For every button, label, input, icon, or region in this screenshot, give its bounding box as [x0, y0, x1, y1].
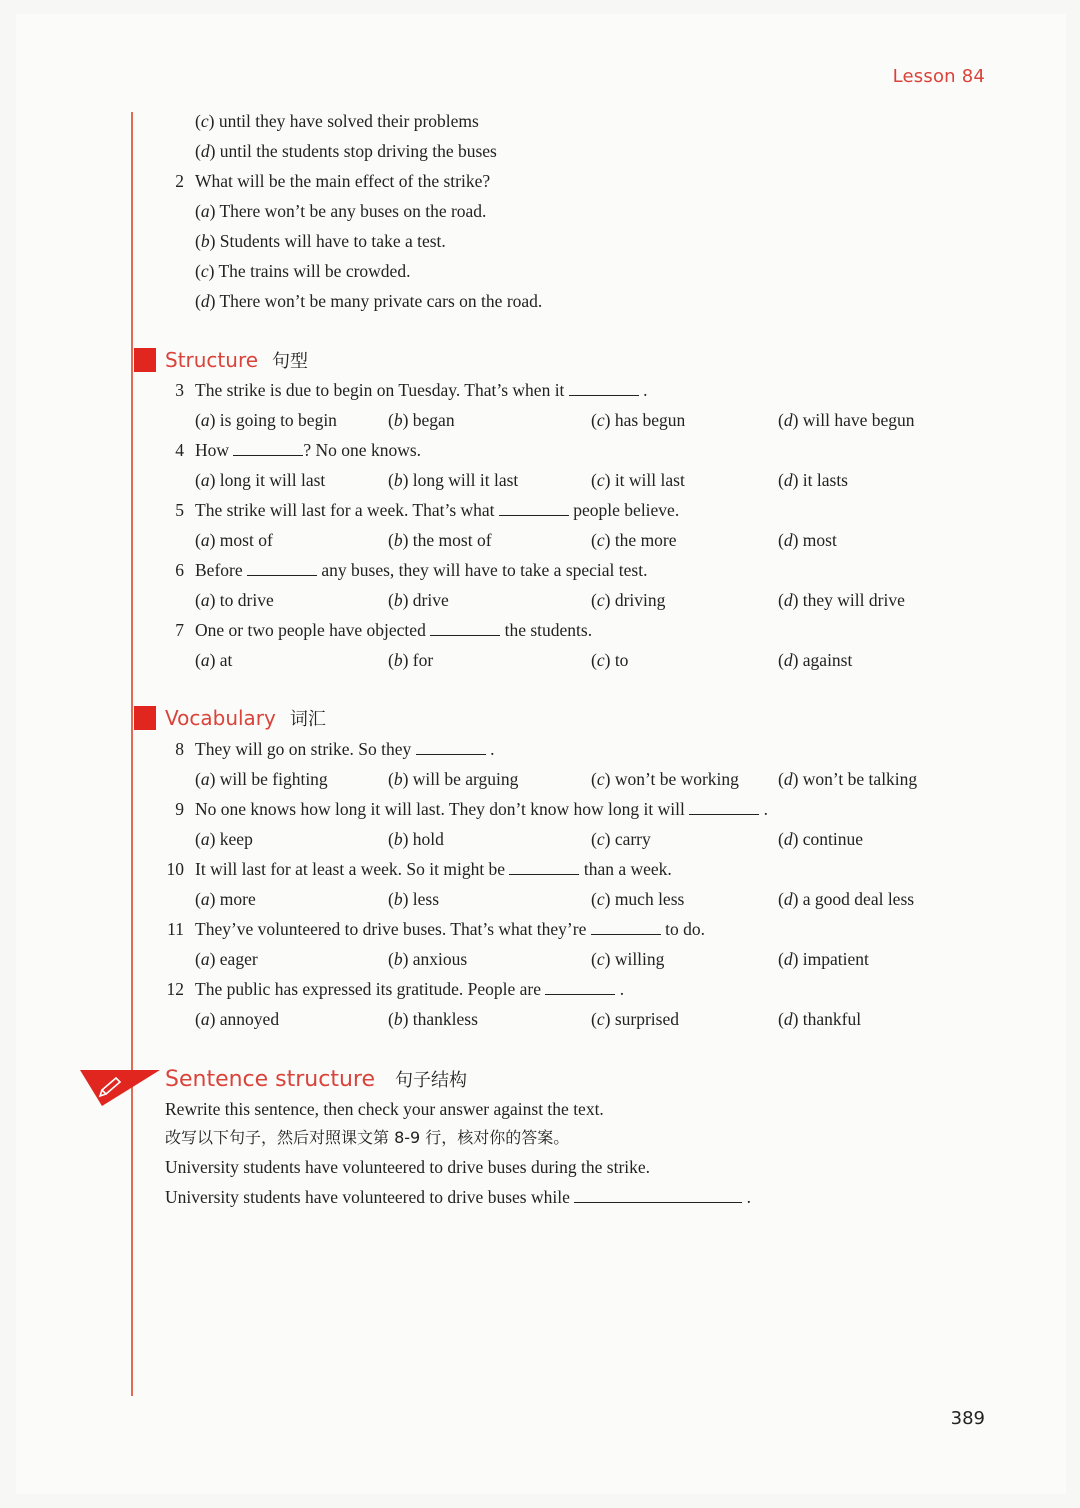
option-text: long it will last	[215, 470, 326, 490]
option-letter: b	[393, 650, 403, 670]
option-text: willing	[610, 949, 665, 969]
question-number: 7	[175, 620, 184, 640]
option-text: until the students stop driving the buses	[215, 141, 497, 161]
option-letter: b	[393, 410, 403, 430]
option-letter: c	[596, 1009, 605, 1029]
option-letter: a	[200, 530, 210, 550]
option: (a) There won’t be any buses on the road.	[195, 201, 487, 221]
option-letter: c	[596, 410, 605, 430]
option-d[interactable]: (d) continue	[778, 829, 864, 849]
answer-blank[interactable]	[499, 501, 569, 516]
option-b[interactable]: (b) for	[388, 650, 434, 670]
option-text: annoyed	[215, 1009, 280, 1029]
option-c[interactable]: (c) to	[591, 650, 629, 670]
question-text: The strike will last for a week. That’s what	[195, 500, 499, 520]
option-letter: d	[200, 291, 210, 311]
instruction: Rewrite this sentence, then check your answer against the text.	[165, 1099, 604, 1119]
option-text: continue	[798, 829, 864, 849]
question-text: One or two people have objected	[195, 620, 431, 640]
question-stem	[195, 439, 421, 461]
option-letter: b	[393, 829, 403, 849]
answer-blank[interactable]	[233, 441, 303, 456]
option-letter: a	[200, 201, 210, 221]
question-text: No one knows how long it will last. They don’t know how long it will	[195, 799, 690, 819]
option-letter: c	[200, 111, 209, 131]
option-text: against	[798, 650, 853, 670]
option-letter: b	[393, 590, 403, 610]
question-text: The public has expressed its gratitude. People are	[195, 979, 546, 999]
option-a[interactable]: (a) will be fighting	[195, 769, 328, 789]
option: (d) until the students stop driving the buses	[195, 141, 497, 161]
option-d[interactable]: (d) thankful	[778, 1009, 862, 1029]
option-c[interactable]: (c) willing	[591, 949, 665, 969]
question-text: What will be the main effect of the strike?	[195, 171, 491, 191]
option-a[interactable]: (a) annoyed	[195, 1009, 280, 1029]
question-number: 9	[175, 799, 184, 819]
option-text: There won’t be many private cars on the road.	[215, 291, 543, 311]
answer-blank[interactable]	[689, 800, 759, 815]
question-stem	[195, 918, 705, 940]
question-text-after: .	[638, 380, 648, 400]
option-text: won’t be talking	[798, 769, 918, 789]
option-c[interactable]: (c) carry	[591, 829, 651, 849]
option-letter: d	[783, 769, 793, 789]
option-letter: d	[783, 410, 793, 430]
option-text: There won’t be any buses on the road.	[215, 201, 487, 221]
original-sentence: University students have volunteered to drive buses during the strike.	[165, 1157, 651, 1177]
pencil-tab-icon	[80, 1068, 160, 1108]
question-stem	[195, 858, 672, 880]
sentence-structure-title: Sentence structure	[165, 1067, 376, 1092]
question-text-after: .	[615, 979, 625, 999]
option-a[interactable]: (a) more	[195, 889, 256, 909]
option-b[interactable]: (b) less	[388, 889, 440, 909]
option-b[interactable]: (b) thankless	[388, 1009, 478, 1029]
option-c[interactable]: (c) has begun	[591, 410, 686, 430]
rewrite-blank[interactable]	[574, 1188, 742, 1203]
option-text: most of	[215, 530, 273, 550]
option-letter: c	[596, 470, 605, 490]
option-text: impatient	[798, 949, 869, 969]
option-letter: c	[596, 769, 605, 789]
question-text: They’ve volunteered to drive buses. That’s what they’re	[195, 919, 591, 939]
option-b[interactable]: (b) will be arguing	[388, 769, 519, 789]
option-letter: c	[200, 261, 209, 281]
question-stem	[195, 619, 592, 641]
option-text: drive	[408, 590, 449, 610]
option-letter: c	[596, 590, 605, 610]
sentence-structure-title-cn: 句子结构	[395, 1070, 468, 1091]
option-letter: d	[783, 829, 793, 849]
option-c[interactable]: (c) won’t be working	[591, 769, 739, 789]
question-number: 6	[175, 560, 184, 580]
option: (d) There won’t be many private cars on the road.	[195, 291, 543, 311]
option-text: to	[610, 650, 629, 670]
option-text: hold	[408, 829, 444, 849]
sentence-structure-heading	[165, 1068, 467, 1093]
option: (c) The trains will be crowded.	[195, 261, 411, 281]
question-stem	[195, 499, 679, 521]
option-text: keep	[215, 829, 253, 849]
option-c[interactable]: (c) surprised	[591, 1009, 679, 1029]
option-text: will have begun	[798, 410, 915, 430]
question-text-after: to do.	[660, 919, 705, 939]
option-letter: a	[200, 769, 210, 789]
option-a[interactable]: (a) most of	[195, 530, 273, 550]
structure-title-cn: 句型	[272, 351, 309, 372]
option-letter: a	[200, 590, 210, 610]
option-letter: b	[393, 889, 403, 909]
option-text: until they have solved their problems	[214, 111, 479, 131]
option-letter: d	[783, 1009, 793, 1029]
option-text: Students will have to take a test.	[215, 231, 446, 251]
option-text: thankful	[798, 1009, 862, 1029]
option-text: most	[798, 530, 837, 550]
question-number: 3	[175, 380, 184, 400]
question-text-after: .	[485, 739, 495, 759]
structure-title: Structure	[165, 348, 259, 372]
option-text: more	[215, 889, 256, 909]
question-stem	[195, 379, 648, 401]
option-letter: d	[200, 141, 210, 161]
option-text: they will drive	[798, 590, 905, 610]
option-letter: b	[393, 470, 403, 490]
vocabulary-title: Vocabulary	[165, 706, 276, 730]
option-d[interactable]: (d) most	[778, 530, 837, 550]
option: (c) until they have solved their problems	[195, 111, 479, 131]
option-b[interactable]: (b) began	[388, 410, 455, 430]
option-letter: c	[596, 650, 605, 670]
option-text: it lasts	[798, 470, 848, 490]
question-text-after: the students.	[500, 620, 593, 640]
option-a[interactable]: (a) at	[195, 650, 233, 670]
question-text: The strike is due to begin on Tuesday. That’s when it	[195, 380, 569, 400]
option-letter: a	[200, 889, 210, 909]
answer-blank[interactable]	[509, 860, 579, 875]
option-letter: a	[200, 829, 210, 849]
option-letter: b	[393, 769, 403, 789]
option-letter: d	[783, 949, 793, 969]
option-text: The trains will be crowded.	[214, 261, 411, 281]
question-stem	[195, 978, 624, 1000]
option-text: has begun	[610, 410, 686, 430]
question-number: 4	[175, 440, 184, 460]
question-text: They will go on strike. So they	[195, 739, 416, 759]
question-number: 8	[175, 739, 184, 759]
option-letter: b	[393, 949, 403, 969]
option-text: surprised	[610, 1009, 679, 1029]
option-text: will be fighting	[215, 769, 328, 789]
question-text-after: ? No one knows.	[303, 440, 422, 460]
vocabulary-marker	[134, 706, 156, 730]
option-b[interactable]: (b) anxious	[388, 949, 468, 969]
option-letter: d	[783, 530, 793, 550]
margin-rule	[131, 112, 133, 1396]
option-d[interactable]: (d) it lasts	[778, 470, 848, 490]
question-text: It will last for at least a week. So it might be	[195, 859, 510, 879]
question-number: 2	[175, 171, 184, 191]
option: (b) Students will have to take a test.	[195, 231, 446, 251]
option-c[interactable]: (c) it will last	[591, 470, 685, 490]
option-d[interactable]: (d) they will drive	[778, 590, 905, 610]
rewrite-pre: University students have volunteered to drive buses while	[165, 1187, 575, 1207]
option-b[interactable]: (b) drive	[388, 590, 449, 610]
option-letter: b	[393, 1009, 403, 1029]
option-c[interactable]: (c) the more	[591, 530, 677, 550]
option-text: won’t be working	[610, 769, 739, 789]
option-letter: d	[783, 470, 793, 490]
option-letter: a	[200, 949, 210, 969]
option-text: less	[408, 889, 440, 909]
option-text: the more	[610, 530, 677, 550]
question-text-after: any buses, they will have to take a special test.	[317, 560, 648, 580]
option-text: is going to begin	[215, 410, 337, 430]
answer-blank[interactable]	[247, 561, 317, 576]
option-a[interactable]: (a) keep	[195, 829, 253, 849]
question-text-after: than a week.	[579, 859, 672, 879]
option-text: thankless	[408, 1009, 478, 1029]
option-letter: a	[200, 470, 210, 490]
option-letter: d	[783, 889, 793, 909]
answer-blank[interactable]	[545, 980, 615, 995]
option-letter: d	[783, 650, 793, 670]
option-a[interactable]: (a) eager	[195, 949, 258, 969]
option-text: long will it last	[408, 470, 519, 490]
vocabulary-heading	[165, 706, 326, 732]
option-text: anxious	[408, 949, 468, 969]
option-a[interactable]: (a) is going to begin	[195, 410, 337, 430]
question-text: How	[195, 440, 234, 460]
rewrite-line	[165, 1186, 751, 1208]
question-number: 11	[167, 919, 184, 939]
option-text: it will last	[610, 470, 685, 490]
answer-blank[interactable]	[569, 381, 639, 396]
question-number: 5	[175, 500, 184, 520]
option-d[interactable]: (d) against	[778, 650, 853, 670]
option-letter: c	[596, 949, 605, 969]
option-b[interactable]: (b) hold	[388, 829, 444, 849]
structure-marker	[134, 348, 156, 372]
option-text: will be arguing	[408, 769, 519, 789]
option-letter: a	[200, 1009, 210, 1029]
question-number: 10	[166, 859, 184, 879]
option-c[interactable]: (c) driving	[591, 590, 666, 610]
option-letter: d	[783, 590, 793, 610]
question-stem	[195, 798, 768, 820]
option-text: began	[408, 410, 455, 430]
option-letter: b	[393, 530, 403, 550]
question-text-after: people believe.	[568, 500, 680, 520]
option-letter: a	[200, 410, 210, 430]
question-text-after: .	[759, 799, 768, 819]
option-text: the most of	[408, 530, 492, 550]
option-text: a good deal less	[798, 889, 915, 909]
option-text: for	[408, 650, 434, 670]
option-d[interactable]: (d) a good deal less	[778, 889, 915, 909]
option-text: carry	[610, 829, 651, 849]
option-text: eager	[215, 949, 258, 969]
option-b[interactable]: (b) the most of	[388, 530, 492, 550]
instruction-cn: 改写以下句子，然后对照课文第 8-9 行，核对你的答案。	[165, 1128, 570, 1147]
option-d[interactable]: (d) won’t be talking	[778, 769, 918, 789]
option-a[interactable]: (a) to drive	[195, 590, 274, 610]
answer-blank[interactable]	[416, 740, 486, 755]
option-letter: b	[200, 231, 210, 251]
question-number: 12	[166, 979, 184, 999]
option-letter: a	[200, 650, 210, 670]
option-letter: c	[596, 889, 605, 909]
answer-blank[interactable]	[430, 621, 500, 636]
option-a[interactable]: (a) long it will last	[195, 470, 326, 490]
rewrite-post: .	[742, 1187, 751, 1207]
question-stem	[195, 738, 494, 760]
option-c[interactable]: (c) much less	[591, 889, 685, 909]
option-text: much less	[610, 889, 685, 909]
question-stem	[195, 559, 647, 581]
option-letter: c	[596, 530, 605, 550]
option-text: to drive	[215, 590, 274, 610]
option-letter: c	[596, 829, 605, 849]
vocabulary-title-cn: 词汇	[289, 709, 326, 730]
option-text: at	[215, 650, 233, 670]
option-d[interactable]: (d) will have begun	[778, 410, 915, 430]
option-b[interactable]: (b) long will it last	[388, 470, 519, 490]
page-number: 389	[950, 1408, 985, 1429]
question-text: Before	[195, 560, 247, 580]
option-d[interactable]: (d) impatient	[778, 949, 869, 969]
lesson-label: Lesson 84	[892, 66, 985, 87]
option-text: driving	[610, 590, 666, 610]
answer-blank[interactable]	[591, 920, 661, 935]
structure-heading	[165, 348, 308, 374]
